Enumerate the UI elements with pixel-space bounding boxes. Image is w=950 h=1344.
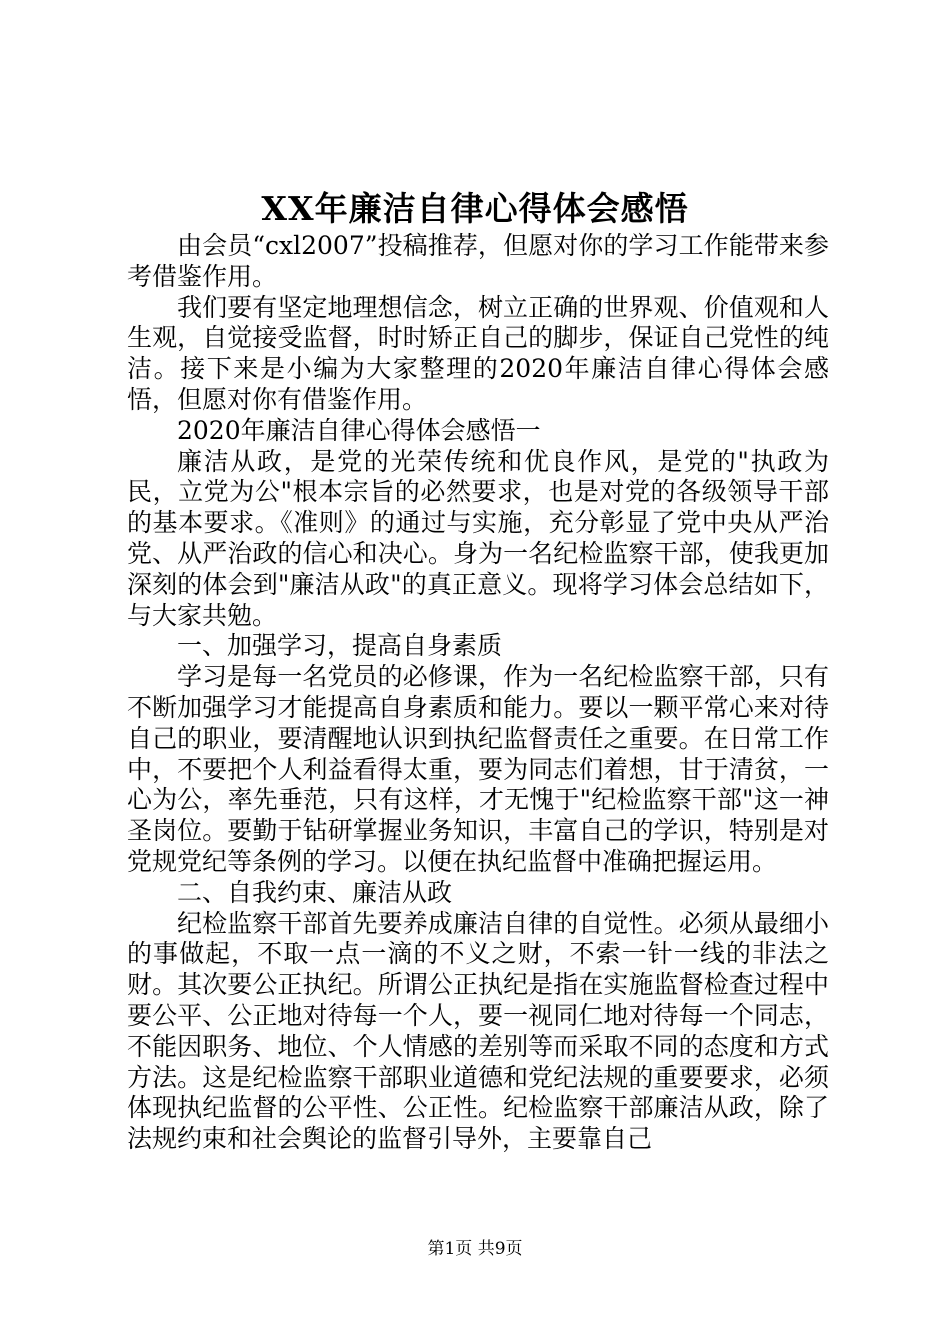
subheading-self-discipline: 二、自我约束、廉洁从政 xyxy=(177,877,453,907)
document-body xyxy=(127,231,829,1155)
paragraph-body: 学习是每一名党员的必修课，作为一名纪检监察干部，只有不断加强学习才能提高自身素质和能力。要以一颗平常心来对待自己的职业，要清醒地认识到执纪监督责任之重要。在日常工作中，不要把个人利益看得太重，要为同志们着想，甘于清贫，一心为公，率先垂范，只有这样，才无愧于"纪检监察干部"这一神圣岗位。要勤于钻研掌握业务知识，丰富自己的学识，特别是对党规党纪等条例的学习。以便在执纪监督中准确把握运用。 xyxy=(127,662,829,876)
subheading-study: 一、加强学习，提高自身素质 xyxy=(177,631,503,661)
paragraph-preface: 我们要有坚定地理想信念，树立正确的世界观、价值观和人生观，自觉接受监督，时时矫正自己的脚步，保证自己党性的纯洁。接下来是小编为大家整理的2020年廉洁自律心得体会感悟，但愿对你有借鉴作用。 xyxy=(127,292,829,414)
section-heading-1: 2020年廉洁自律心得体会感悟一 xyxy=(177,415,541,445)
page-number-footer: 第1页 共9页 xyxy=(427,1239,523,1259)
paragraph-body: 纪检监察干部首先要养成廉洁自律的自觉性。必须从最细小的事做起，不取一点一滴的不义之财，不索一针一线的非法之财。其次要公正执纪。所谓公正执纪是指在实施监督检查过程中要公平、公正地对待每一个人，要一视同仁地对待每一个同志，不能因职务、地位、个人情感的差别等而采取不同的态度和方式方法。这是纪检监察干部职业道德和党纪法规的重要要求，必须体现执纪监督的公平性、公正性。纪检监察干部廉洁从政，除了法规约束和社会舆论的监督引导外，主要靠自己 xyxy=(127,908,829,1154)
document-title: XX年廉洁自律心得体会感悟 xyxy=(261,189,689,228)
paragraph-body: 廉洁从政，是党的光荣传统和优良作风，是党的"执政为民，立党为公"根本宗旨的必然要求，也是对党的各级领导干部的基本要求。《准则》的通过与实施，充分彰显了党中央从严治党、从严治政的信心和决心。身为一名纪检监察干部，使我更加深刻的体会到"廉洁从政"的真正意义。现将学习体会总结如下，与大家共勉。 xyxy=(127,446,829,630)
paragraph-intro: 由会员“cxl2007”投稿推荐，但愿对你的学习工作能带来参考借鉴作用。 xyxy=(127,231,829,291)
